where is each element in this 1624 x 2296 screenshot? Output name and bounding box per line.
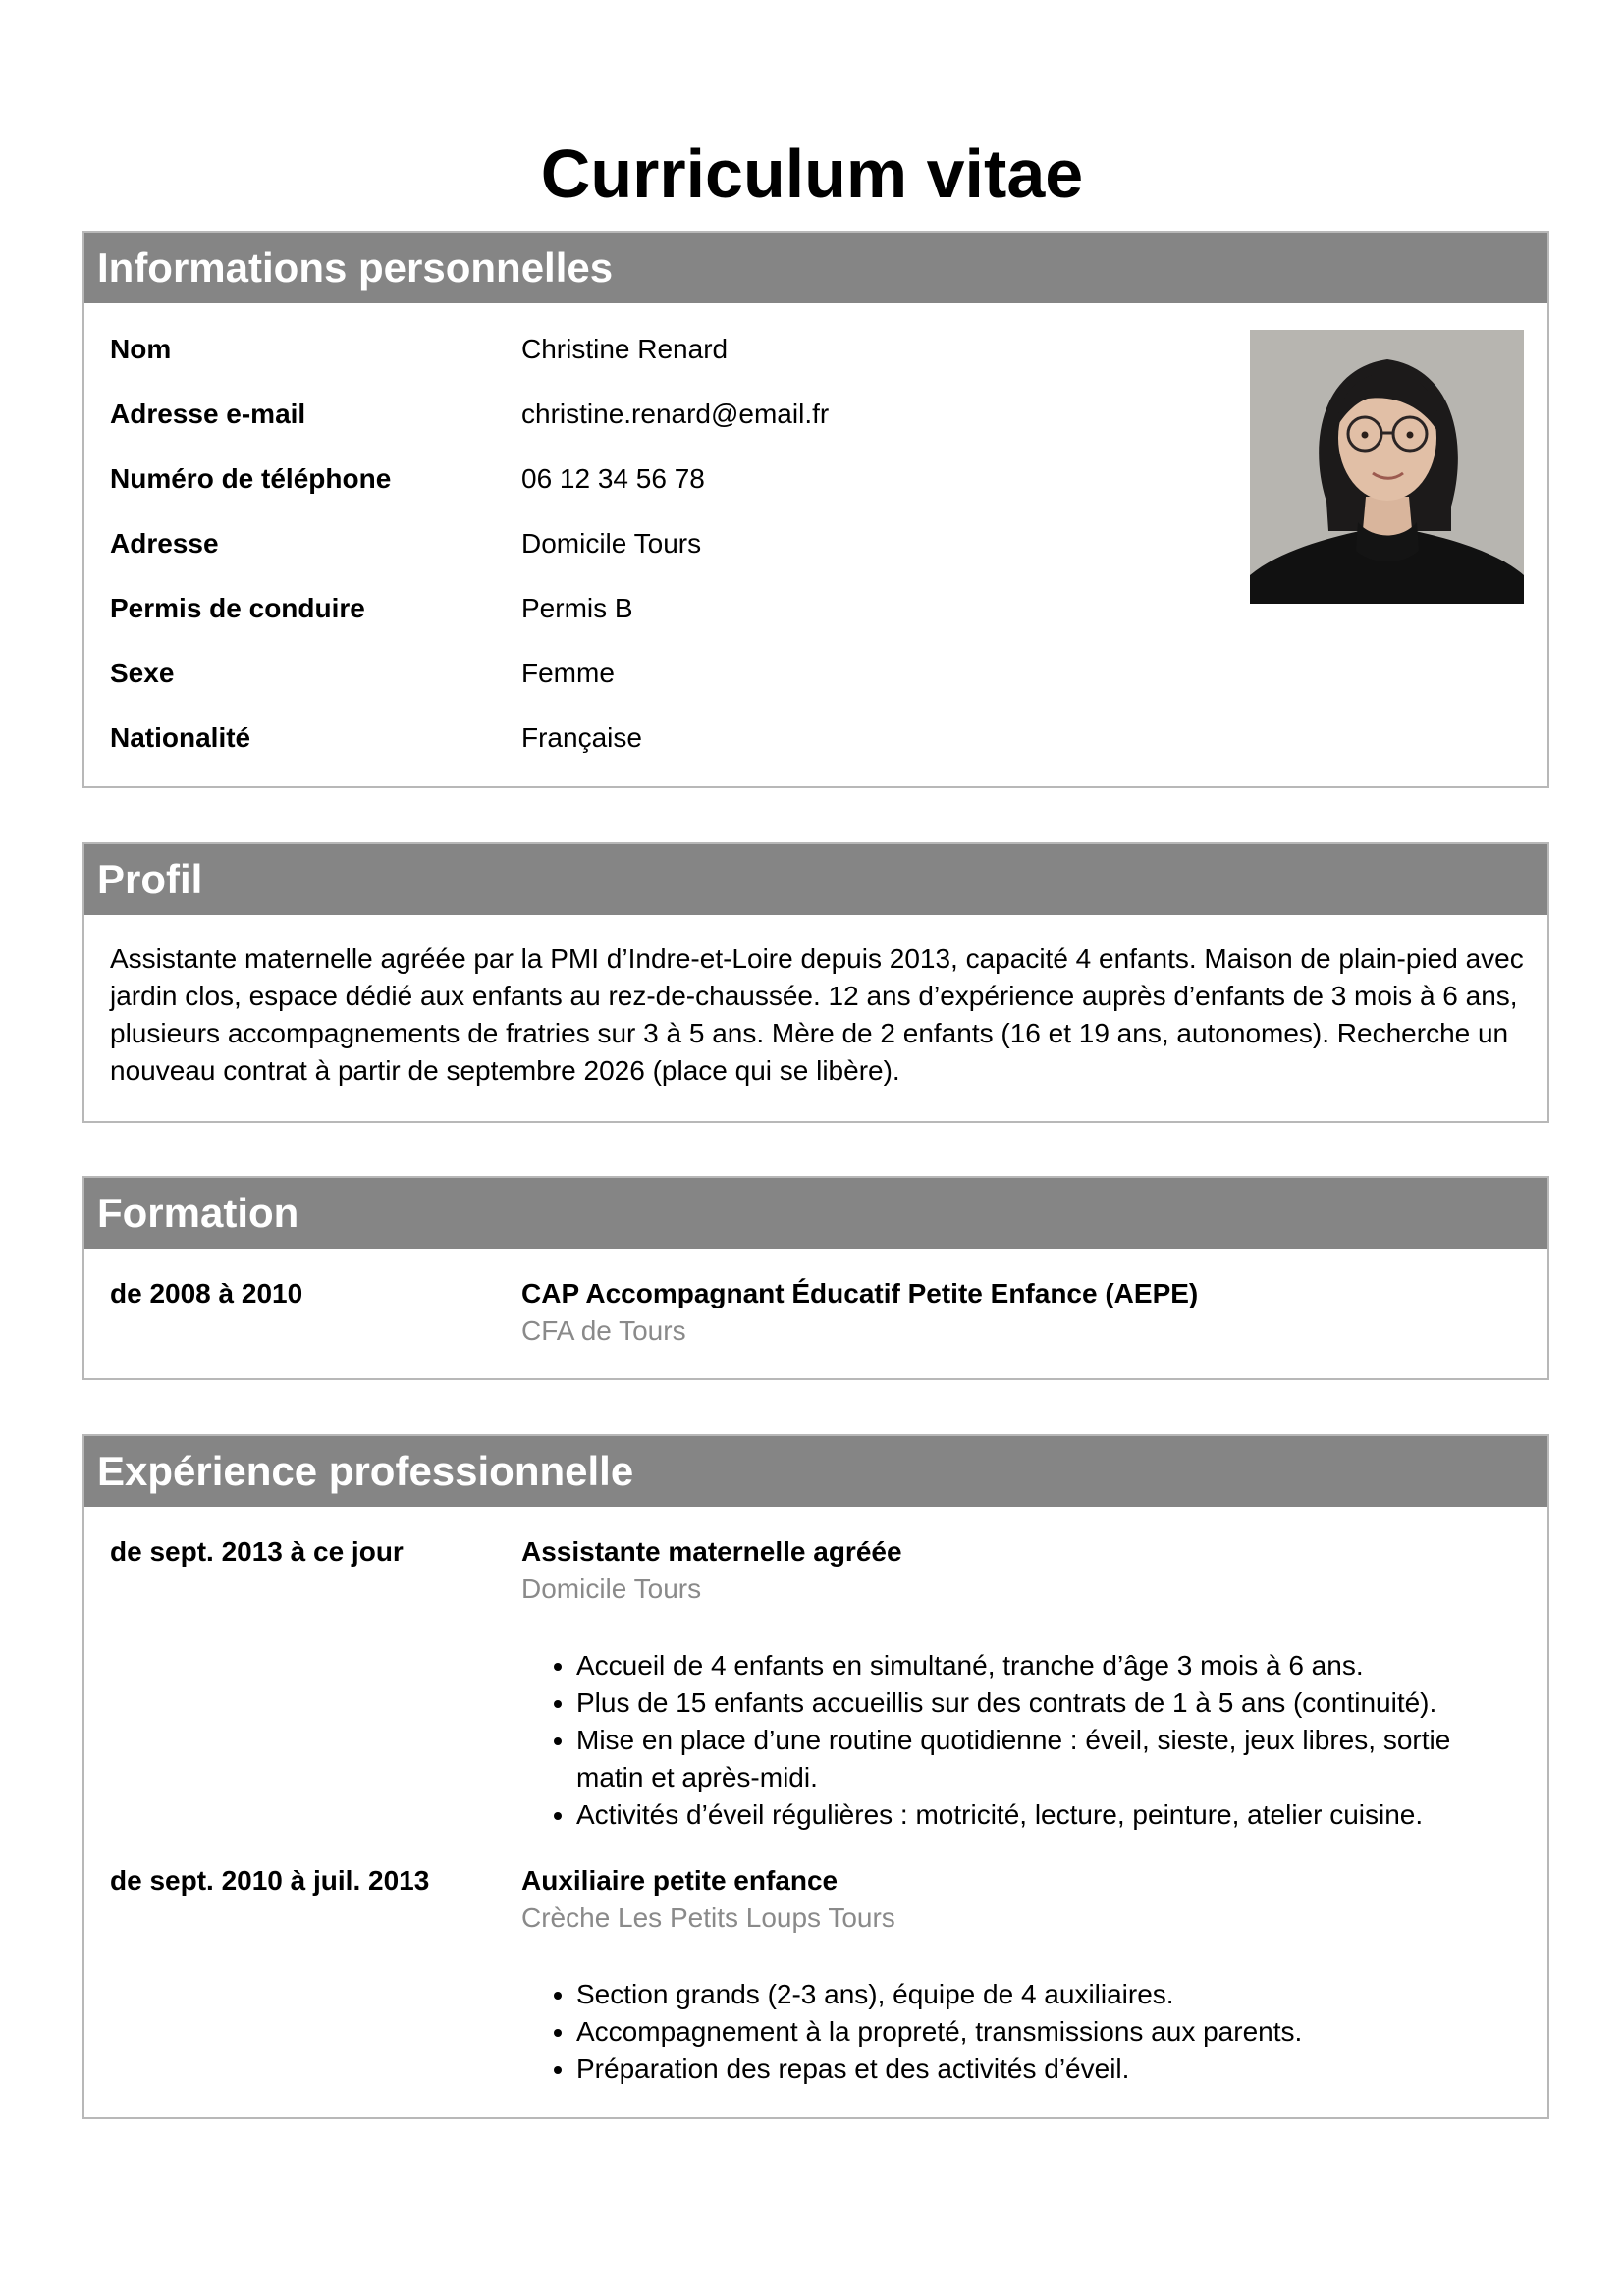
profile-heading: Profil	[84, 844, 1547, 915]
profile-photo	[1250, 330, 1524, 604]
profile-section	[82, 842, 1549, 1123]
info-label: Nationalité	[110, 722, 251, 753]
entry-title: Auxiliaire petite enfance	[521, 1865, 839, 1896]
entry-details	[521, 1862, 1524, 2088]
info-row-nationality	[110, 719, 1288, 758]
info-label: Adresse	[110, 528, 219, 559]
personal-info-section	[82, 231, 1549, 788]
info-label: Numéro de téléphone	[110, 463, 392, 494]
bullet-item: • Section grands (2-3 ans), équipe de 4 auxiliaires.	[576, 1976, 1524, 2013]
info-value: Femme	[521, 658, 615, 688]
info-row-address	[110, 524, 1288, 563]
info-label: Sexe	[110, 658, 175, 688]
education-heading: Formation	[84, 1178, 1547, 1249]
bullet-item: • Accompagnement à la propreté, transmissions aux parents.	[576, 2013, 1524, 2051]
info-value: Française	[521, 722, 642, 753]
info-value: Permis B	[521, 593, 633, 623]
entry-date: de sept. 2010 à juil. 2013	[110, 1865, 430, 1896]
info-row-name	[110, 330, 1288, 369]
entry-details	[521, 1533, 1524, 1834]
info-label: Adresse e-mail	[110, 399, 306, 429]
bullet-item: • Mise en place d’une routine quotidienne : éveil, sieste, jeux libres, sortie matin et après-midi.	[576, 1722, 1524, 1796]
entry-organization: Crèche Les Petits Loups Tours	[521, 1902, 895, 1933]
experience-heading: Expérience professionnelle	[84, 1436, 1547, 1507]
experience-section	[82, 1434, 1549, 2119]
page-title: Curriculum vitae	[540, 134, 1084, 212]
bullet-item: • Activités d’éveil régulières : motricité, lecture, peinture, atelier cuisine.	[576, 1796, 1524, 1834]
info-value: 06 12 34 56 78	[521, 463, 705, 494]
info-row-sex	[110, 654, 1288, 693]
info-row-phone	[110, 459, 1288, 499]
entry-organization: Domicile Tours	[521, 1574, 702, 1604]
bullet-item: • Plus de 15 enfants accueillis sur des contrats de 1 à 5 ans (continuité).	[576, 1684, 1524, 1722]
entry-date: de sept. 2013 à ce jour	[110, 1536, 404, 1567]
info-row-email	[110, 395, 1288, 434]
entry-details	[521, 1275, 1524, 1350]
info-row-license	[110, 589, 1288, 628]
entry-bullets	[521, 1647, 1524, 1834]
info-label: Nom	[110, 334, 172, 364]
entry-title: Assistante maternelle agréée	[521, 1536, 902, 1567]
entry-title: CAP Accompagnant Éducatif Petite Enfance (AEPE)	[521, 1278, 1199, 1308]
entry-bullets	[521, 1976, 1524, 2088]
education-section	[82, 1176, 1549, 1380]
bullet-item: • Préparation des repas et des activités d’éveil.	[576, 2051, 1524, 2088]
entry-organization: CFA de Tours	[521, 1315, 686, 1346]
entry-date: de 2008 à 2010	[110, 1278, 303, 1308]
info-value: Domicile Tours	[521, 528, 702, 559]
info-label: Permis de conduire	[110, 593, 365, 623]
info-value: Christine Renard	[521, 334, 729, 364]
personal-info-heading: Informations personnelles	[84, 233, 1547, 303]
info-value: christine.renard@email.fr	[521, 399, 830, 429]
bullet-item: • Accueil de 4 enfants en simultané, tranche d’âge 3 mois à 6 ans.	[576, 1647, 1524, 1684]
profile-text: Assistante maternelle agréée par la PMI d’Indre-et-Loire depuis 2013, capacité 4 enfants. Maison de plain-pied avec jardin clos, espace dédié aux enfants au rez-de-chaussée. 12 ans d’expérience auprès d’enfants de 3 mois à 6 ans, plusieurs accompagnements de fratries sur 3 à 5 ans. Mère de 2 enfants (16 et 19 ans, autonomes). Recherche un nouveau contrat à partir de septembre 2026 (place qui se libère).	[110, 943, 1524, 1086]
